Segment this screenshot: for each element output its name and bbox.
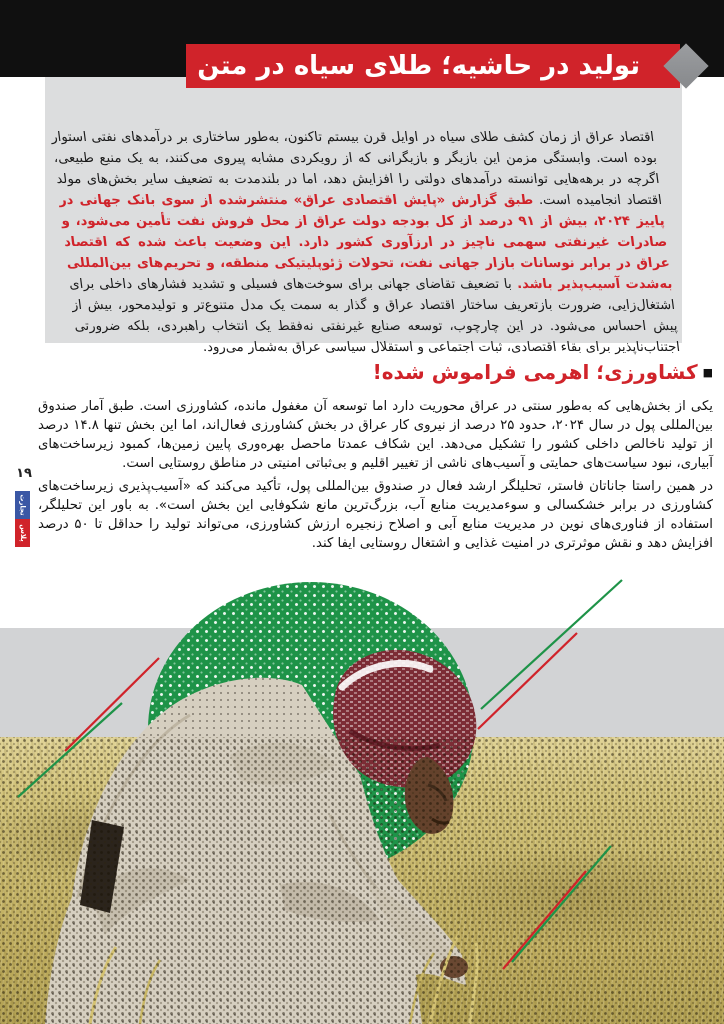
square-bullet-icon: ■	[702, 365, 713, 379]
intro-text-highlight: طبق گزارش «پایش اقتصادی عراق» منتشرشده از سوی بانک جهانی در پاییز ۲۰۲۴، بیش از ۹۱ درصد از کل بودجه دولت عراق از محل فروش نفت تأمین می‌شود، و صادرات غیرنفتی سهمی ناچیز در ارزآوری کشور دارد. این وضعیت باعث شده که اقتصاد عراق در برابر نوسانات بازار جهانی نفت، تحولات ژئوپلیتیکی منطقه، و تحریم‌های بین‌المللی به‌شدت آسیب‌پذیر باشد.	[57, 193, 674, 292]
intro-text-part1: اقتصاد عراق از زمان کشف طلای سیاه در اوایل قرن بیستم تاکنون، به‌طور ساختاری بر درآمدهای نفتی استوار بوده است. وابستگی مزمن این بازیگر و بازیگرانی که از رویکردی مشابه پیروی می‌کنند، به یک منبع طبیعی، اگرچه در برهه‌هایی توانسته درآمدهای دولتی را افزایش دهد، اما در بلندمدت به تضعیف سایر بخش‌های مولد اقتصاد انجامیده است.	[50, 130, 663, 208]
magazine-logo-bottom: پلاس	[15, 519, 30, 547]
magazine-logo-top: تجارت	[15, 491, 30, 519]
body-paragraph-1: یکی از بخش‌هایی که به‌طور سنتی در عراق محوریت دارد اما توسعه آن مغفول مانده، کشاورزی است. طبق آمار صندوق بین‌المللی پول در سال ۲۰۲۴، حدود ۲۵ درصد از نیروی کار عراق در بخش کشاورزی فعال‌اند، اما این بخش تنها ۱۴.۸ درصد از تولید ناخالص داخلی کشور را تشکیل می‌دهد. این شکاف عمدتا ماحصل بهره‌وری پایین زمین‌ها، کمبود زیرساخت‌های آبیاری، نبود سیاست‌های حمایتی و آسیب‌های ناشی از تغییر اقلیم و بی‌ثباتی امنیتی در مناطق روستایی است.	[38, 399, 713, 471]
page-number: ۱۹	[16, 466, 32, 481]
page-title: تولید در حاشیه؛ طلای سیاه در متن	[197, 51, 640, 81]
section-heading	[373, 360, 713, 384]
intro-paragraph	[28, 77, 700, 358]
intro-text-part2: با تضعیف تقاضای جهانی برای سوخت‌های فسیلی و تشدید فشارهای داخلی برای اشتغال‌زایی، ضرورت بازتعریف ساختار اقتصاد عراق و گذار به سمت یک مدل متنوع‌تر و تولیدمحور، بیش از پیش احساس می‌شود. در این چارچوب، توسعه صنایع غیرنفتی نه‌فقط یک انتخاب راهبردی، بلکه ضرورتی اجتناب‌ناپذیر برای بقاء اقتصادی، ثبات اجتماعی و استقلال سیاسی عراق به‌شمار می‌رود.	[68, 277, 681, 355]
intro-box	[45, 77, 682, 355]
magazine-logo	[15, 491, 30, 547]
section-heading-text: کشاورزی؛ اهرمی فراموش شده!	[372, 360, 698, 384]
article-title-banner	[186, 44, 680, 88]
farmer-photo	[30, 635, 500, 1024]
article-body	[38, 397, 713, 553]
body-paragraph-2: در همین راستا جاناتان فاستر، تحلیلگر ارشد فعال در صندوق بین‌المللی پول، تأکید می‌کند که «آسیب‌پذیری زیرساخت‌های کشاورزی در برابر خشکسالی و سوءمدیریت منابع آب، بزرگ‌ترین مانع شکوفایی این بخش است». به باور این تحلیلگر، استفاده از فناوری‌های نوین در مدیریت منابع آبی و اصلاح زنجیره ارزش کشاورزی، می‌تواند تولید را حداقل تا ۵۰ درصد افزایش دهد و نقش موثرتری در امنیت غذایی و اشتغال روستایی ایفا کند.	[38, 479, 713, 551]
